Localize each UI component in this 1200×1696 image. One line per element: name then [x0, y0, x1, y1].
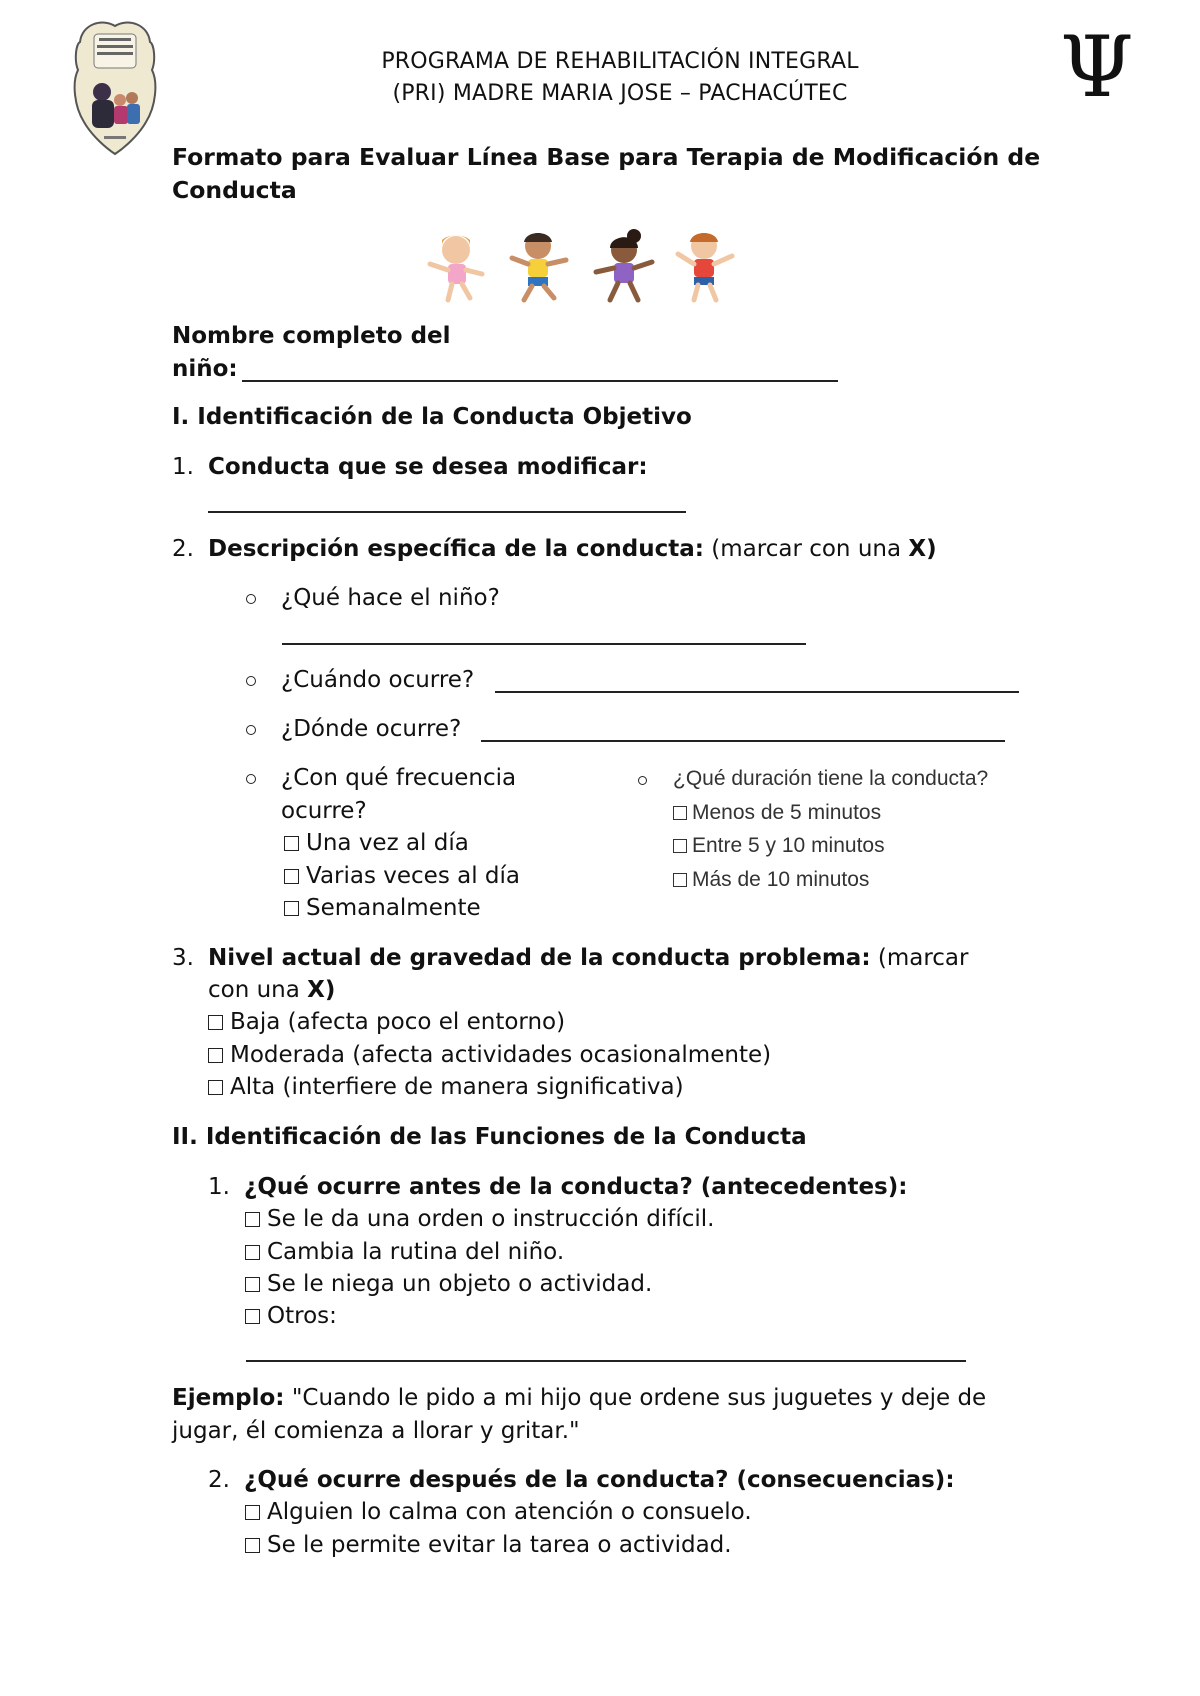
- checkbox-icon[interactable]: [245, 1277, 260, 1292]
- checkbox-icon[interactable]: [673, 839, 687, 853]
- duration-question: ¿Qué duración tiene la conducta?: [673, 767, 989, 790]
- child-figure-2: [512, 233, 566, 300]
- name-label-line2: niño:: [172, 356, 238, 382]
- section-2-heading: II. Identificación de las Funciones de la Conducta: [172, 1124, 807, 1150]
- consequence-option[interactable]: Se le permite evitar la tarea o actividad.: [245, 1529, 732, 1562]
- duration-option[interactable]: Entre 5 y 10 minutos: [673, 829, 885, 863]
- q2-label: Descripción específica de la conducta:: [208, 536, 704, 562]
- child-figure-3: [596, 229, 652, 300]
- where-input-line[interactable]: [481, 740, 1005, 742]
- example-label: Ejemplo:: [172, 1385, 285, 1411]
- document-title: Formato para Evaluar Línea Base para Terapia de Modificación de Conducta: [172, 143, 1041, 204]
- other-input-line[interactable]: [246, 1360, 966, 1362]
- bullet-icon: [246, 676, 256, 686]
- what-question: ¿Qué hace el niño?: [281, 585, 500, 611]
- s2q2-label: ¿Qué ocurre después de la conducta? (consecuencias):: [244, 1467, 955, 1493]
- s2q1-label: ¿Qué ocurre antes de la conducta? (antecedentes):: [244, 1174, 908, 1200]
- where-question: ¿Dónde ocurre?: [281, 716, 462, 742]
- bullet-icon: [638, 776, 647, 785]
- q2-note-x: X): [908, 536, 937, 562]
- q1-label: Conducta que se desea modificar:: [208, 454, 648, 480]
- checkbox-icon[interactable]: [245, 1245, 260, 1260]
- bullet-icon: [246, 594, 256, 604]
- bullet-icon: [246, 774, 256, 784]
- program-name-line2: (PRI) MADRE MARIA JOSE – PACHACÚTEC: [392, 81, 848, 106]
- frequency-option[interactable]: Una vez al día: [284, 827, 469, 860]
- q3-number: 3.: [172, 945, 194, 971]
- question-1-1: [172, 451, 648, 484]
- checkbox-icon[interactable]: [284, 901, 299, 916]
- behavior-input-line[interactable]: [208, 511, 686, 513]
- severity-option[interactable]: Moderada (afecta actividades ocasionalmente): [208, 1039, 771, 1072]
- antecedent-option[interactable]: Se le da una orden o instrucción difícil.: [245, 1203, 714, 1236]
- duration-option[interactable]: Menos de 5 minutos: [673, 796, 881, 830]
- q2-note: (marcar con una: [703, 536, 909, 562]
- institution-logo: [72, 20, 158, 156]
- consequence-option[interactable]: Alguien lo calma con atención o consuelo.: [245, 1496, 752, 1529]
- checkbox-icon[interactable]: [245, 1538, 260, 1553]
- child-figure-4: [678, 233, 732, 300]
- checkbox-icon[interactable]: [208, 1015, 223, 1030]
- checkbox-icon[interactable]: [245, 1212, 260, 1227]
- when-question: ¿Cuándo ocurre?: [281, 667, 475, 693]
- antecedent-option[interactable]: Cambia la rutina del niño.: [245, 1236, 564, 1269]
- frequency-question-line1: ¿Con qué frecuencia: [281, 765, 517, 791]
- bullet-icon: [246, 725, 256, 735]
- example-line1: Ejemplo: "Cuando le pido a mi hijo que ordene sus juguetes y deje de: [172, 1385, 987, 1411]
- children-illustration: [420, 228, 742, 308]
- q2-number: 2.: [172, 536, 194, 562]
- checkbox-icon[interactable]: [208, 1048, 223, 1063]
- checkbox-icon[interactable]: [245, 1309, 260, 1324]
- checkbox-icon[interactable]: [245, 1505, 260, 1520]
- question-2-1: [208, 1171, 907, 1204]
- frequency-option[interactable]: Varias veces al día: [284, 860, 520, 893]
- child-figure-1: [430, 236, 482, 301]
- q3-note: (marcar: [870, 945, 969, 971]
- what-input-line[interactable]: [282, 643, 806, 645]
- frequency-question-line2: ocurre?: [281, 798, 367, 824]
- question-1-2: [172, 533, 937, 566]
- checkbox-icon[interactable]: [208, 1080, 223, 1095]
- checkbox-icon[interactable]: [673, 806, 687, 820]
- when-input-line[interactable]: [495, 691, 1019, 693]
- antecedent-option[interactable]: Se le niega un objeto o actividad.: [245, 1268, 652, 1301]
- program-name-line1: PROGRAMA DE REHABILITACIÓN INTEGRAL: [381, 49, 859, 74]
- section-1-heading: I. Identificación de la Conducta Objetivo: [172, 404, 692, 430]
- q1-number: 1.: [172, 454, 194, 480]
- s2q2-number: 2.: [208, 1467, 230, 1493]
- checkbox-icon[interactable]: [284, 836, 299, 851]
- psi-logo: Ψ: [1060, 18, 1134, 116]
- severity-option[interactable]: Alta (interfiere de manera significativa): [208, 1071, 684, 1104]
- name-label-line1: Nombre completo del: [172, 323, 451, 349]
- antecedent-option-other[interactable]: Otros:: [245, 1300, 337, 1333]
- checkbox-icon[interactable]: [284, 869, 299, 884]
- s2q1-number: 1.: [208, 1174, 230, 1200]
- severity-option[interactable]: Baja (afecta poco el entorno): [208, 1006, 565, 1039]
- frequency-option[interactable]: Semanalmente: [284, 892, 481, 925]
- q3-note-line2: con una X): [208, 977, 336, 1003]
- duration-option[interactable]: Más de 10 minutos: [673, 863, 869, 897]
- question-1-3: [172, 942, 968, 975]
- name-input-line[interactable]: [242, 380, 838, 382]
- q3-label: Nivel actual de gravedad de la conducta problema:: [208, 945, 871, 971]
- checkbox-icon[interactable]: [673, 873, 687, 887]
- question-2-2: [208, 1464, 955, 1497]
- example-line2: jugar, él comienza a llorar y gritar.": [172, 1418, 580, 1444]
